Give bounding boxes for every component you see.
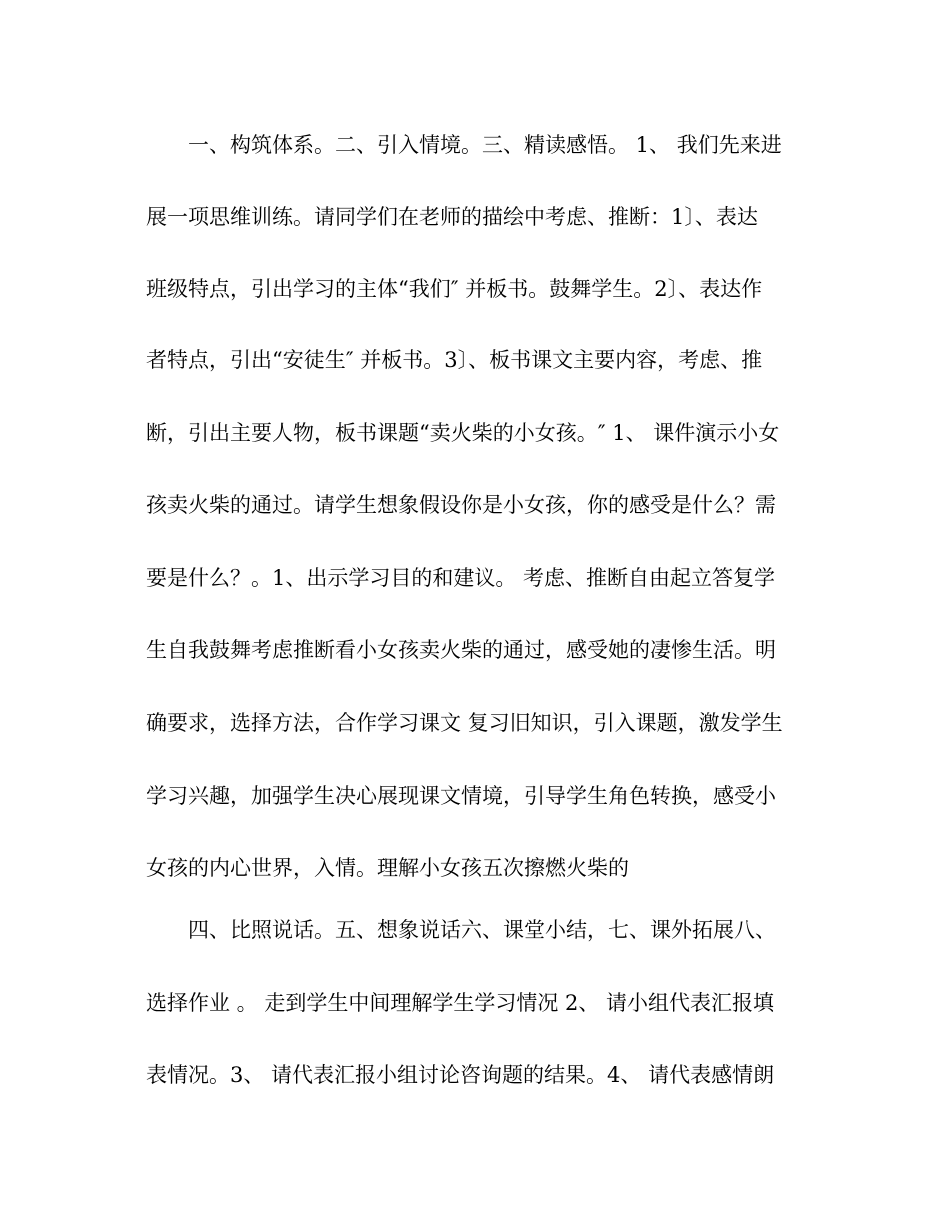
paragraph-line: 表情况。3、 请代表汇报小组讨论咨询题的结果。4、 请代表感情朗: [146, 1063, 775, 1087]
paragraph-line: 确要求，选择方法，合作学习课文 复习旧知识，引入课题，激发学生: [146, 711, 783, 735]
paragraph-line: 一、构筑体系。二、引入情境。三、精读感悟。 1、 我们先来进: [188, 133, 782, 157]
paragraph-line: 者特点，引出“安徒生″ 并板书。3〕、板书课文主要内容，考虑、推: [146, 348, 763, 372]
paragraph-line: 孩卖火柴的通过。请学生想象假设你是小女孩，你的感受是什么？需: [146, 493, 776, 517]
paragraph-line: 班级特点，引出学习的主体“我们″ 并板书。鼓舞学生。2〕、表达作: [146, 277, 763, 301]
paragraph-line: 四、比照说话。五、想象说话六、课堂小结，七、课外拓展八、: [188, 918, 776, 942]
paragraph-line: 选择作业 。 走到学生中间理解学生学习情况 2、 请小组代表汇报填: [146, 991, 775, 1015]
paragraph-line: 学习兴趣，加强学生决心展现课文情境，引导学生角色转换，感受小: [146, 784, 776, 808]
paragraph-line: 要是什么？。1、出示学习目的和建议。 考虑、推断自由起立答复学: [146, 566, 776, 590]
paragraph-line: 生自我鼓舞考虑推断看小女孩卖火柴的通过，感受她的凄惨生活。明: [146, 638, 776, 662]
paragraph-line: 展一项思维训练。请同学们在老师的描绘中考虑、推断：1〕、表达: [146, 205, 758, 229]
paragraph-line: 断，引出主要人物，板书课题“卖火柴的小女孩。″ 1、 课件演示小女: [146, 421, 780, 445]
paragraph-line: 女孩的内心世界，入情。理解小女孩五次擦燃火柴的: [146, 856, 629, 880]
